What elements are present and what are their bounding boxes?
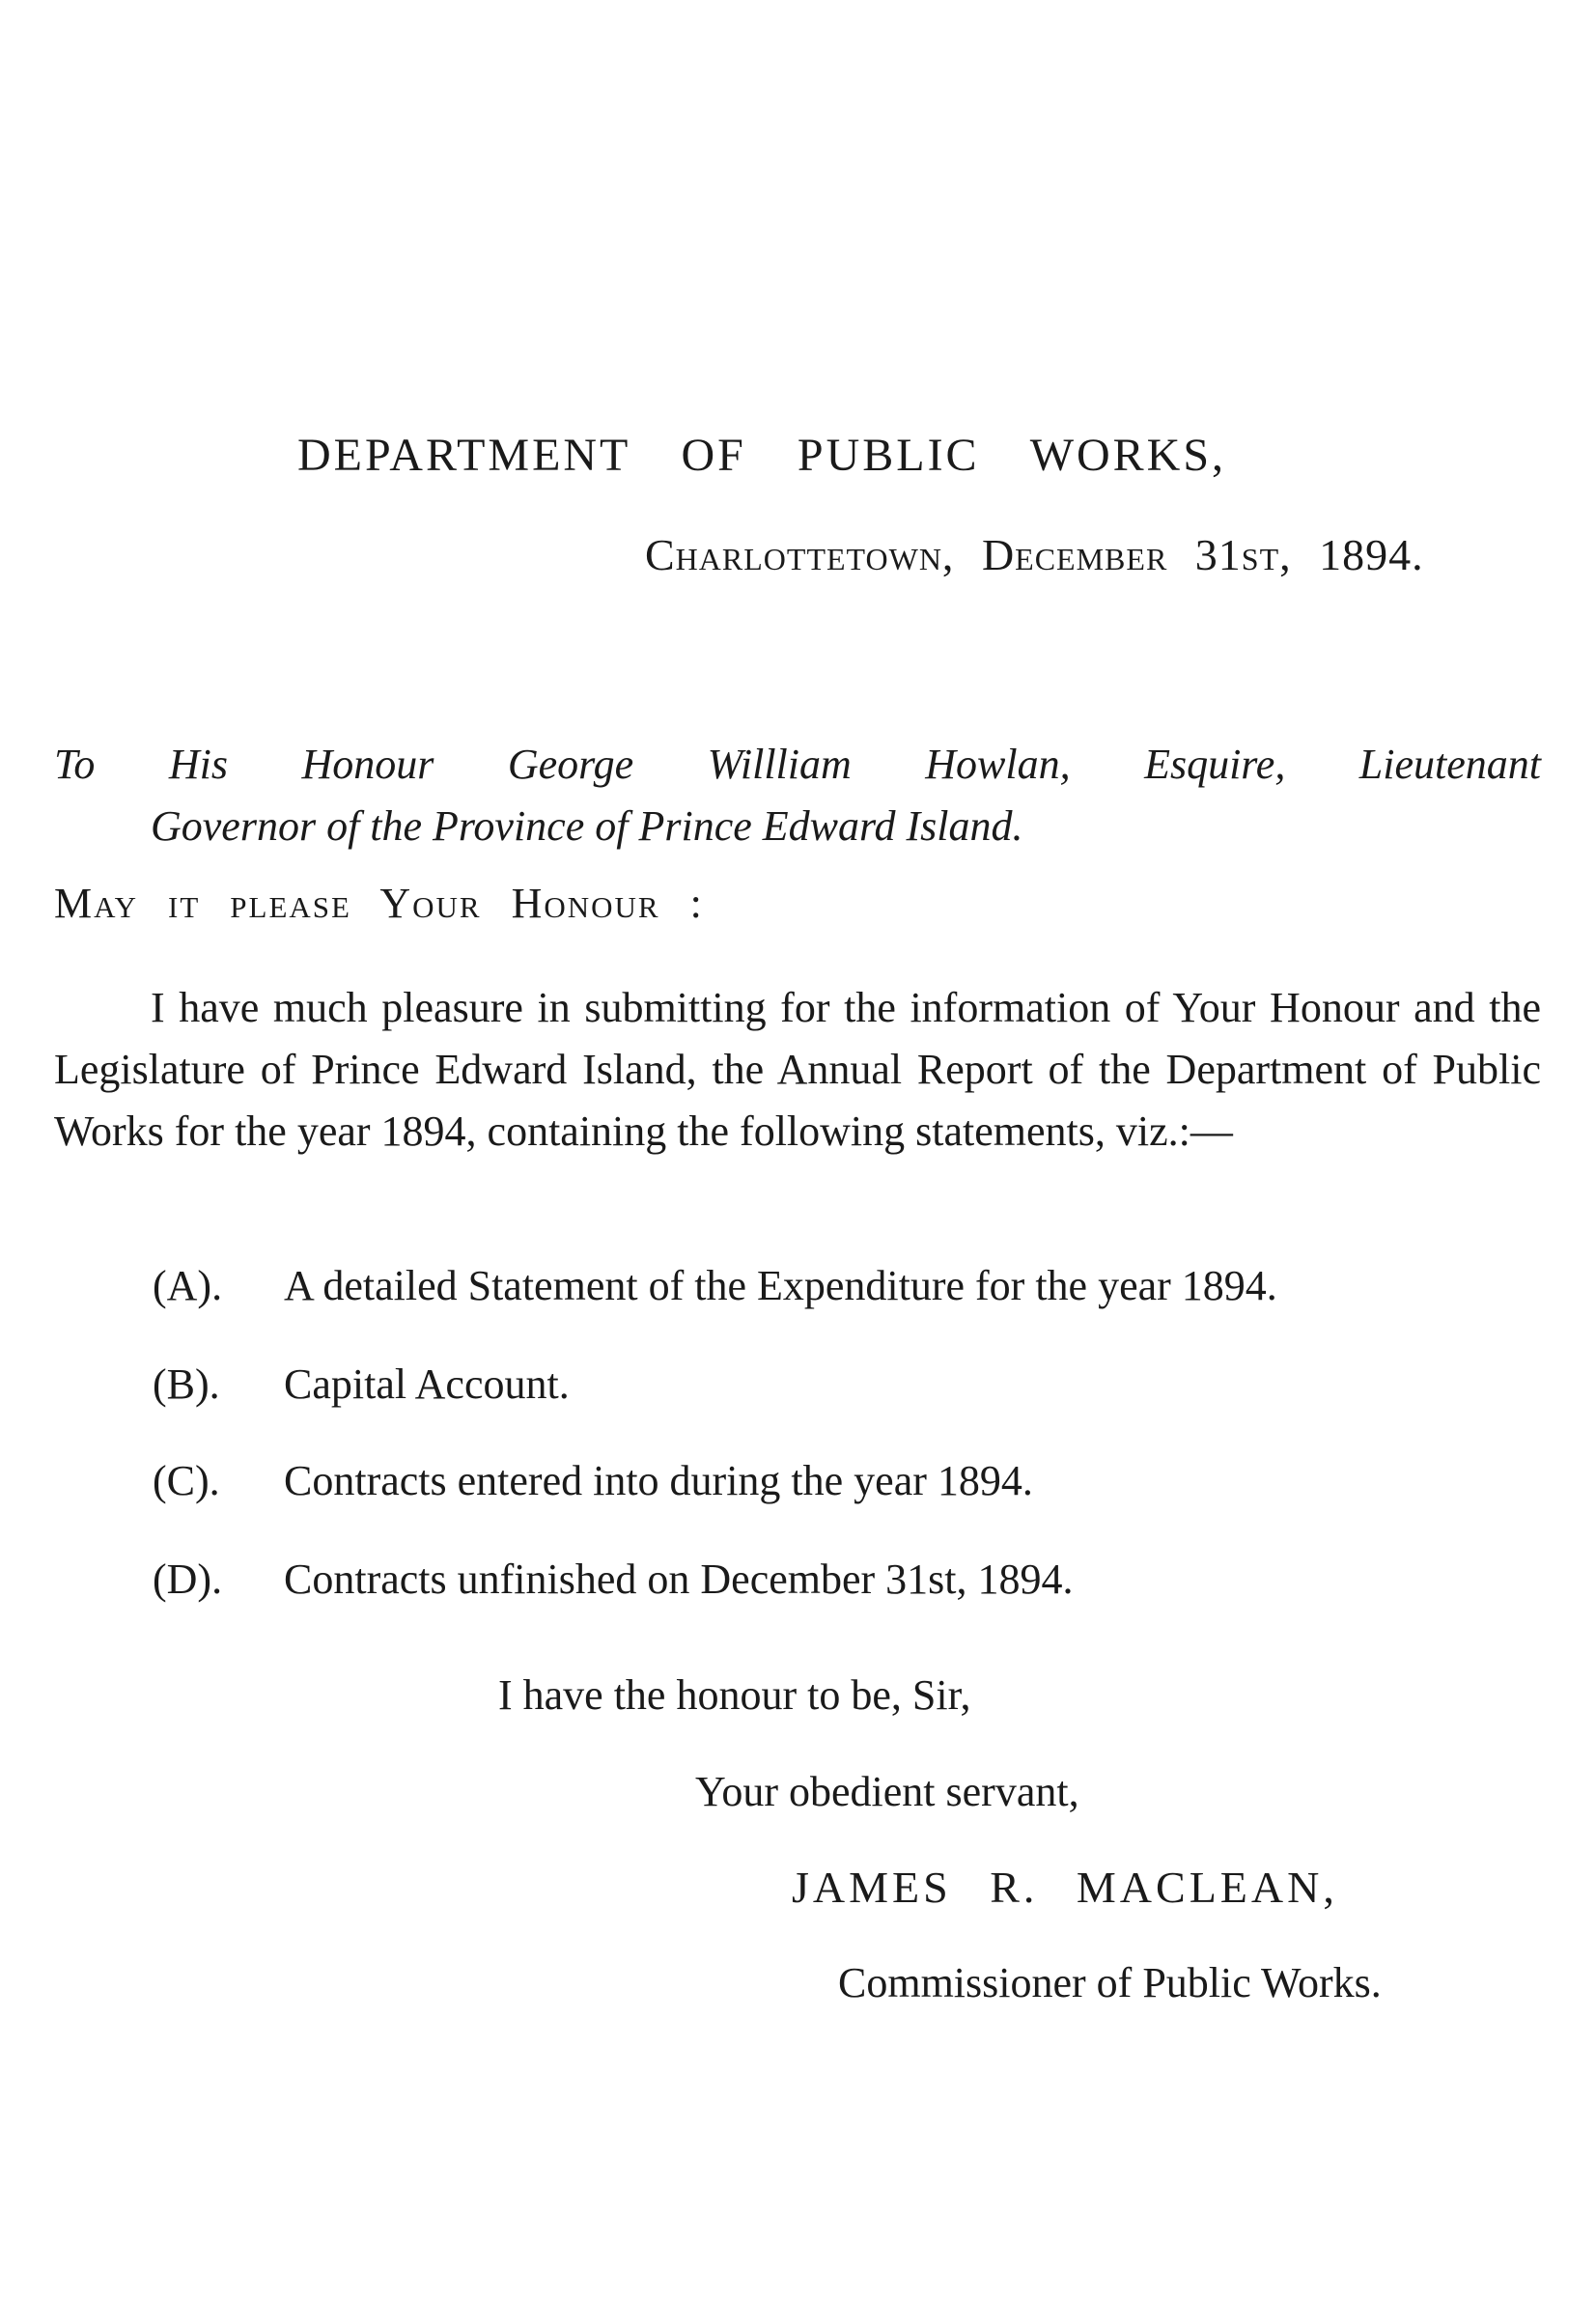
- statement-text: A detailed Statement of the Expenditure for the year 1894.: [284, 1262, 1277, 1309]
- address-line-2: Governor of the Province of Prince Edward Island.: [151, 802, 1023, 850]
- dateline-place: Charlottetown,: [645, 530, 955, 579]
- address-line-1: To His Honour George Willliam Howlan, Esquire, Lieutenant: [54, 741, 1541, 788]
- closing-line-1: I have the honour to be, Sir,: [498, 1671, 971, 1719]
- department-heading: DEPARTMENT OF PUBLIC WORKS,: [297, 430, 1227, 481]
- dateline: [645, 530, 1424, 579]
- statement-text: Contracts entered into during the year 1894.: [284, 1457, 1033, 1504]
- statement-marker: (A).: [153, 1262, 223, 1309]
- dateline-date: December 31st, 1894.: [981, 530, 1424, 579]
- statement-text: Capital Account.: [284, 1360, 570, 1408]
- statement-text: Contracts unfinished on December 31st, 1894.: [284, 1556, 1074, 1603]
- statement-item-d: [153, 1558, 1074, 1601]
- address-block: [54, 734, 1541, 857]
- statement-marker: (B).: [153, 1360, 220, 1408]
- statement-item-c: [153, 1457, 1033, 1504]
- closing-line-2: Your obedient servant,: [695, 1768, 1079, 1815]
- body-paragraph: I have much pleasure in submitting for the information of Your Honour and the Legislature of Prince Edward Island, the Annual Report of the Department of Public Works for the year 1894, containing the following statements, viz.:—: [54, 984, 1541, 1155]
- salutation: May it please Your Honour :: [54, 880, 704, 927]
- statement-item-a: [153, 1262, 1277, 1309]
- signature-name: JAMES R. MACLEAN,: [792, 1863, 1338, 1912]
- signature-title: Commissioner of Public Works.: [838, 1959, 1382, 2006]
- statement-marker: (D).: [153, 1556, 223, 1603]
- statement-item-b: [153, 1360, 570, 1408]
- statement-marker: (C).: [153, 1457, 220, 1504]
